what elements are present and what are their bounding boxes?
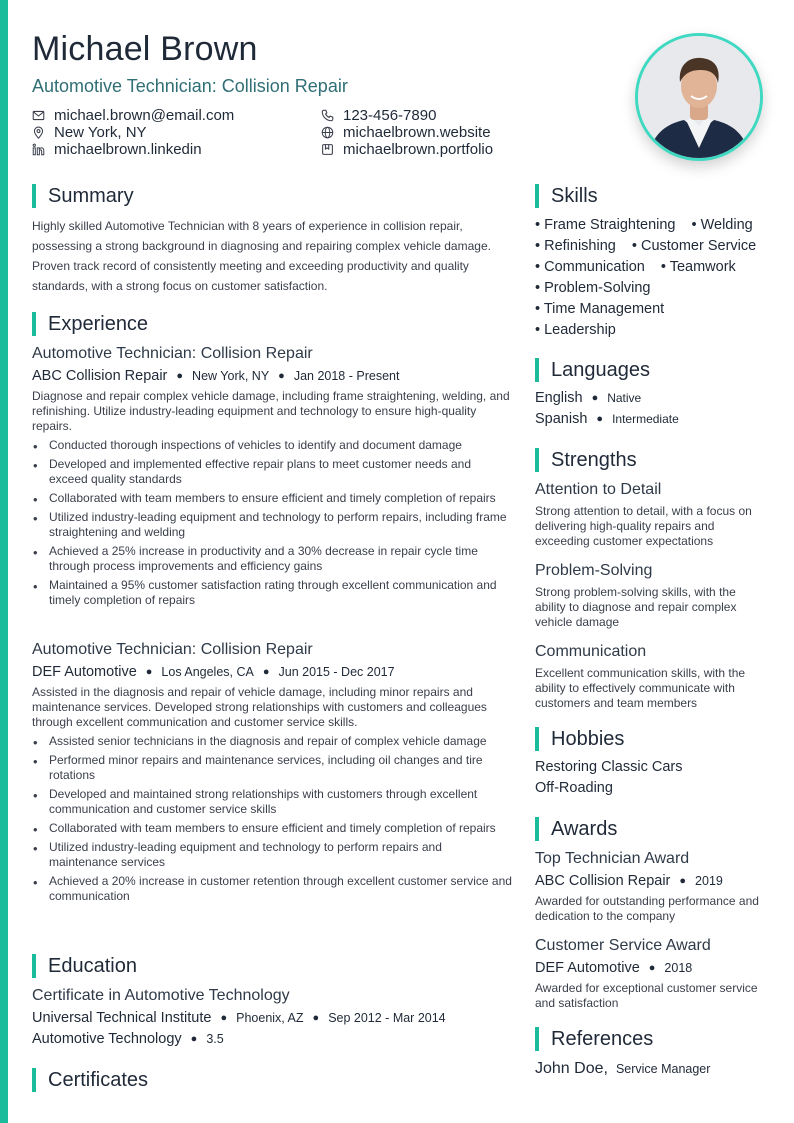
avatar xyxy=(638,36,760,158)
award-name: Top Technician Award xyxy=(535,850,690,867)
contact-website[interactable] xyxy=(321,124,493,141)
skill-item: • Time Management xyxy=(535,301,665,317)
skills-heading: Skills xyxy=(535,184,598,208)
contact-column-right xyxy=(321,107,493,158)
education-school: Universal Technical Institute xyxy=(32,1010,212,1026)
hobbies-heading: Hobbies xyxy=(535,727,624,751)
education-gpa: 3.5 xyxy=(206,1032,224,1046)
award-org: ABC Collision Repair xyxy=(535,873,671,889)
phone-text: 123-456-7890 xyxy=(343,107,437,124)
list-item: • Performed minor repairs and maintenance services, including oil changes and tire rotations xyxy=(32,753,512,783)
contact-phone[interactable] xyxy=(321,107,493,124)
education-field-row xyxy=(32,1031,224,1047)
contact-linkedin[interactable] xyxy=(32,141,234,158)
list-item: • Achieved a 25% increase in productivity and a 30% decrease in repair cycle time through process improvements and efficiency gains xyxy=(32,544,512,574)
skill-item: • Customer Service xyxy=(631,238,757,254)
strength-name: Problem-Solving xyxy=(535,562,653,579)
reference-role: Service Manager xyxy=(615,1062,711,1076)
language-name: Spanish xyxy=(535,411,588,427)
reference-row xyxy=(535,1060,710,1078)
language-name: English xyxy=(535,390,583,406)
candidate-name: Michael Brown xyxy=(32,30,258,68)
award-meta xyxy=(535,960,692,976)
award-year: 2018 xyxy=(664,961,693,975)
experience-heading: Experience xyxy=(32,312,148,336)
candidate-role: Automotive Technician: Collision Repair xyxy=(32,76,348,96)
portfolio-icon xyxy=(321,143,334,156)
award-org: DEF Automotive xyxy=(535,960,640,976)
list-item: • Utilized industry-leading equipment and technology to perform repairs, including frame straightening and welding xyxy=(32,510,512,540)
education-location: Phoenix, AZ xyxy=(236,1011,304,1025)
skill-item: • Welding xyxy=(691,217,753,233)
linkedin-icon xyxy=(32,143,45,156)
linkedin-text: michaelbrown.linkedin xyxy=(54,141,202,158)
profile-photo xyxy=(635,33,763,161)
languages-heading: Languages xyxy=(535,358,650,382)
job-meta xyxy=(32,664,395,680)
list-item: • Achieved a 20% increase in customer retention through excellent customer service and communication xyxy=(32,874,512,904)
job-company: DEF Automotive xyxy=(32,664,137,680)
separator-dot: ● xyxy=(278,370,285,382)
reference-name: John Doe, xyxy=(535,1060,608,1077)
job-description: Diagnose and repair complex vehicle damage, including frame straightening, welding, and refinishing. Utilize industry-leading equipment and technology to ensure high-quality repairs. xyxy=(32,389,510,433)
separator-dot: ● xyxy=(176,370,184,382)
job-location: Los Angeles, CA xyxy=(161,665,254,679)
awards-heading: Awards xyxy=(535,817,617,841)
phone-icon xyxy=(321,109,334,122)
skill-item: • Leadership xyxy=(535,322,616,338)
skill-item: • Refinishing xyxy=(535,238,616,254)
job-company: ABC Collision Repair xyxy=(32,368,168,384)
list-item: • Assisted senior technicians in the diagnosis and repair of complex vehicle damage xyxy=(32,734,512,749)
separator-dot: ● xyxy=(312,1012,320,1024)
location-text: New York, NY xyxy=(54,124,147,141)
list-item: • Collaborated with team members to ensure efficient and timely completion of repairs xyxy=(32,491,512,506)
portfolio-text: michaelbrown.portfolio xyxy=(343,141,494,158)
job-description: Assisted in the diagnosis and repair of vehicle damage, including minor repairs and maintenance services. Developed strong relationships with customers and colleagues through excellent communication and customer service skills. xyxy=(32,685,487,729)
separator-dot: ● xyxy=(262,666,270,678)
education-heading: Education xyxy=(32,954,137,978)
language-row xyxy=(535,390,641,406)
accent-bar xyxy=(0,0,8,1123)
summary-heading: Summary xyxy=(32,184,134,208)
job-location: New York, NY xyxy=(192,369,270,383)
award-text: Awarded for exceptional customer service and satisfaction xyxy=(535,981,758,1010)
separator-dot: ● xyxy=(220,1012,228,1024)
separator-dot: ● xyxy=(679,875,687,887)
website-text: michaelbrown.website xyxy=(343,124,491,141)
list-item: • Developed and maintained strong relationships with customers through excellent communication and customer service skills xyxy=(32,787,512,817)
award-meta xyxy=(535,873,723,889)
list-item: • Utilized industry-leading equipment and technology to perform repairs and maintenance services xyxy=(32,840,512,870)
strength-text: Strong problem-solving skills, with the ability to diagnose and repair complex vehicle damage xyxy=(535,585,737,629)
education-field: Automotive Technology xyxy=(32,1031,182,1047)
skills-list xyxy=(535,215,775,341)
skill-item: • Problem-Solving xyxy=(535,280,651,296)
certificates-heading: Certificates xyxy=(32,1068,148,1092)
summary-text: Highly skilled Automotive Technician with 8 years of experience in collision repair, possessing a strong background in diagnosing and repairing complex vehicle damage. Proven track record of consistently meeting and exceeding productivity and quality standards, with a strong focus on customer satisfaction. xyxy=(32,219,491,293)
job-dates: Jun 2015 - Dec 2017 xyxy=(278,665,395,679)
separator-dot: ● xyxy=(145,666,153,678)
separator-dot: ● xyxy=(591,392,599,404)
separator-dot: ● xyxy=(596,413,604,425)
strength-name: Communication xyxy=(535,643,647,660)
job-bullets xyxy=(32,734,512,908)
list-item: • Conducted thorough inspections of vehicles to identify and document damage xyxy=(32,438,512,453)
envelope-icon xyxy=(32,109,45,122)
list-item: • Maintained a 95% customer satisfaction rating through excellent communication and timely completion of repairs xyxy=(32,578,512,608)
job-title: Automotive Technician: Collision Repair xyxy=(32,641,313,658)
skill-item: • Teamwork xyxy=(660,259,736,275)
globe-icon xyxy=(321,126,334,139)
education-dates: Sep 2012 - Mar 2014 xyxy=(328,1011,446,1025)
contact-email[interactable] xyxy=(32,107,234,124)
contact-column-left xyxy=(32,107,234,158)
hobby-item: Restoring Classic Cars xyxy=(535,759,683,775)
contact-location xyxy=(32,124,234,141)
list-item: • Collaborated with team members to ensure efficient and timely completion of repairs xyxy=(32,821,512,836)
skill-item: • Frame Straightening xyxy=(535,217,676,233)
education-meta xyxy=(32,1010,446,1026)
separator-dot: ● xyxy=(190,1033,198,1045)
job-bullets xyxy=(32,438,512,612)
list-item: • Developed and implemented effective repair plans to meet customer needs and exceed quality standards xyxy=(32,457,512,487)
award-year: 2019 xyxy=(695,874,723,888)
strength-name: Attention to Detail xyxy=(535,481,662,498)
job-title: Automotive Technician: Collision Repair xyxy=(32,345,313,362)
hobby-item: Off-Roading xyxy=(535,780,613,796)
separator-dot: ● xyxy=(648,962,656,974)
strength-text: Excellent communication skills, with the ability to effectively communicate with customers and team members xyxy=(535,666,746,710)
strengths-heading: Strengths xyxy=(535,448,637,472)
skill-item: • Communication xyxy=(535,259,645,275)
contact-portfolio[interactable] xyxy=(321,141,493,158)
language-level: Intermediate xyxy=(612,412,679,426)
award-text: Awarded for outstanding performance and dedication to the company xyxy=(535,894,759,923)
map-pin-icon xyxy=(32,126,45,139)
job-meta xyxy=(32,368,399,384)
language-level: Native xyxy=(607,391,642,405)
job-dates: Jan 2018 - Present xyxy=(293,369,400,383)
email-text: michael.brown@email.com xyxy=(54,107,235,124)
education-degree: Certificate in Automotive Technology xyxy=(32,987,290,1004)
award-name: Customer Service Award xyxy=(535,937,711,954)
strength-text: Strong attention to detail, with a focus on delivering high-quality repairs and exceeding customer expectations xyxy=(535,504,752,548)
language-row xyxy=(535,411,679,427)
references-heading: References xyxy=(535,1027,653,1051)
